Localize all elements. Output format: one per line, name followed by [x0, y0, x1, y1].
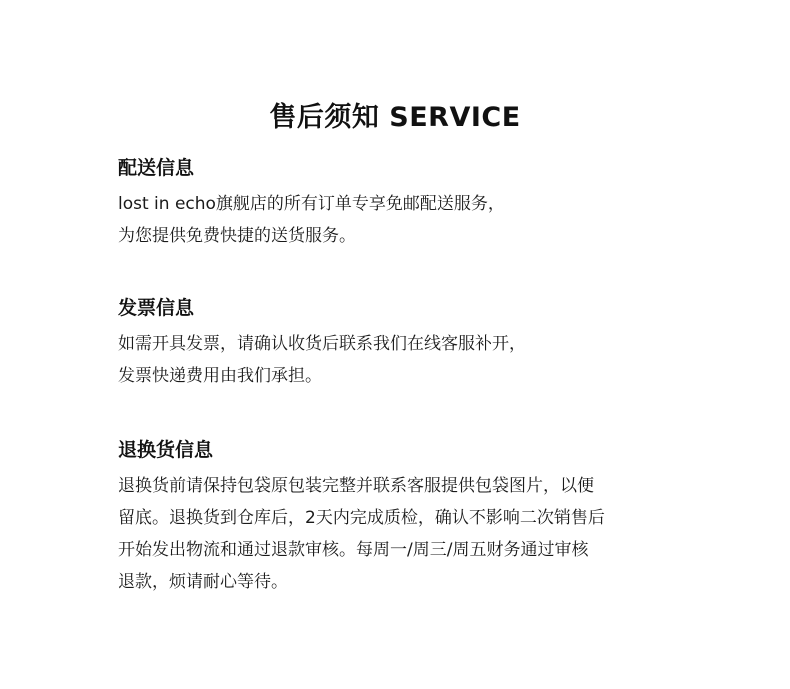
- delivery-info-line: lost in echo旗舰店的所有订单专享免邮配送服务，: [118, 194, 505, 214]
- return-exchange-line: 开始发出物流和通过退款审核。每周一/周三/周五财务通过审核: [118, 540, 589, 560]
- delivery-info-line: 为您提供免费快捷的送货服务。: [118, 226, 356, 246]
- return-exchange-line: 留底。退换货到仓库后，2天内完成质检，确认不影响二次销售后: [118, 508, 605, 528]
- invoice-info-line: 如需开具发票，请确认收货后联系我们在线客服补开，: [118, 334, 526, 354]
- delivery-info-section: [118, 154, 718, 252]
- invoice-info-heading: 发票信息: [118, 297, 195, 319]
- page-title: 售后须知 SERVICE: [269, 102, 521, 134]
- return-exchange-line: 退换货前请保持包袋原包装完整并联系客服提供包袋图片，以便: [118, 476, 594, 496]
- return-exchange-heading: 退换货信息: [118, 439, 214, 461]
- invoice-info-line: 发票快递费用由我们承担。: [118, 366, 322, 386]
- invoice-info-section: [118, 294, 718, 392]
- delivery-info-heading: 配送信息: [118, 157, 195, 179]
- return-exchange-section: [118, 436, 718, 598]
- return-exchange-line: 退款，烦请耐心等待。: [118, 572, 288, 592]
